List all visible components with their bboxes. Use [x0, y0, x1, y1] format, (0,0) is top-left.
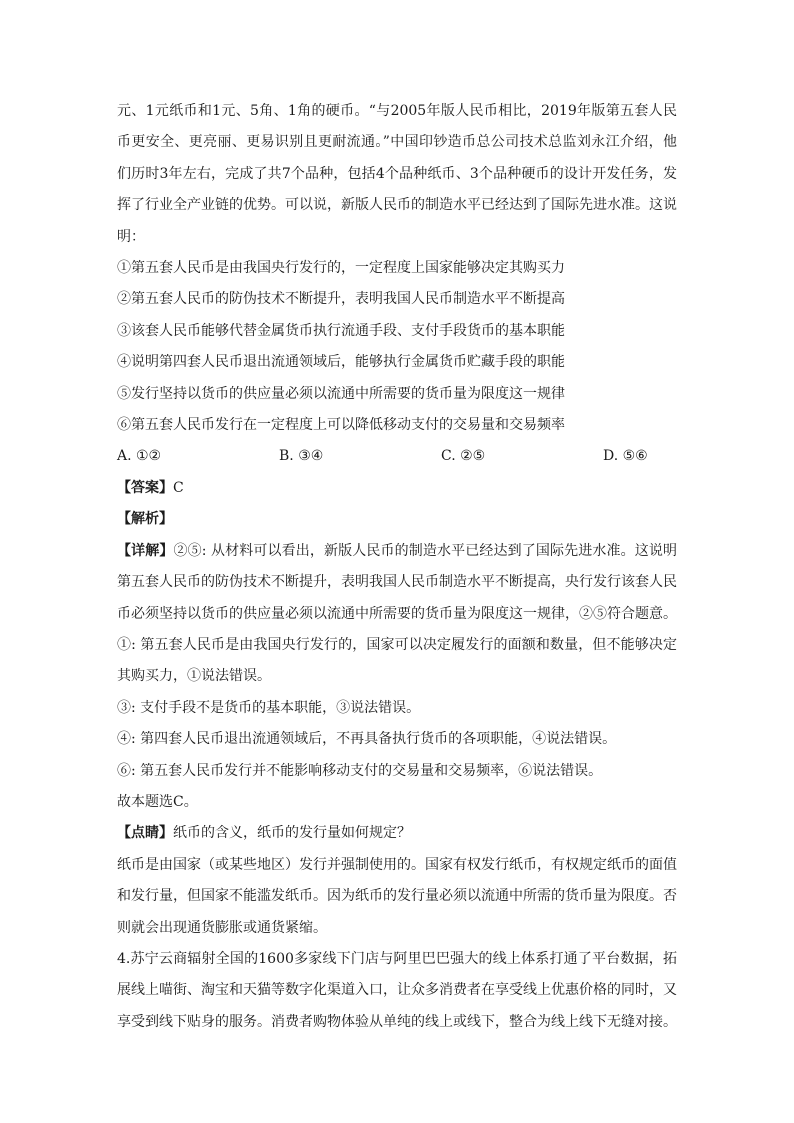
detail-paragraph [117, 536, 677, 630]
choice-c: C. ②⑤ [441, 448, 486, 465]
answer-value: C [173, 479, 184, 496]
explanation-4: ④: 第四套人民币退出流通领域后，不再具备执行货币的各项职能，④说法错误。 [117, 731, 617, 748]
explanation-6: ⑥: 第五套人民币发行并不能影响移动支付的交易量和交易频率，⑥说法错误。 [117, 762, 603, 779]
next-question: 4.苏宁云商辐射全国的1600多家线下门店与阿里巴巴强大的线上体系打通了平台数据，拓展线上喵街、淘宝和天猫等数字化渠道入口，让众多消费者在享受线上优惠价格的同时，又享受到线下贴身的服务。消费者购物体验从单纯的线上或线下，整合为线上线下无缝对接。 [117, 950, 677, 1030]
option-4: ④说明第四套人民币退出流通领域后，能够执行金属货币贮藏手段的职能 [117, 354, 565, 371]
detail-tag: 【详解】 [117, 542, 174, 559]
choice-a: A. ①② [117, 448, 162, 465]
answer-choices [117, 441, 677, 472]
explanation-1: ①: 第五套人民币是由我国央行发行的，国家可以决定履发行的面额和数量，但不能够决定其购买力，①说法错误。 [117, 636, 677, 685]
choice-d: D. ⑤⑥ [603, 448, 648, 465]
answer-line [117, 473, 677, 504]
choice-b: B. ③④ [279, 448, 324, 465]
analysis-line [117, 504, 677, 535]
document-content [117, 96, 677, 1038]
explanation-3: ③: 支付手段不是货币的基本职能，③说法错误。 [117, 699, 421, 716]
analysis-tag: 【解析】 [117, 511, 173, 528]
option-1: ①第五套人民币是由我国央行发行的，一定程度上国家能够决定其购买力 [117, 260, 565, 277]
option-6: ⑥第五套人民币发行在一定程度上可以降低移动支付的交易量和交易频率 [117, 417, 565, 434]
intro-paragraph: 元、1元纸币和1元、5角、1角的硬币。“与2005年版人民币相比，2019年版第五套人民币更安全、更亮丽、更易识别且更耐流通。”中国印钞造币总公司技术总监刘永江介绍，他们历时3年左右，完成了共7个品种，包括4个品种纸币、3个品种硬币的设计开发任务，发挥了行业全产业链的优势。可以说，新版人民币的制造水平已经达到了国际先进水准。这说明： [117, 103, 677, 245]
option-5: ⑤发行坚持以货币的供应量必须以流通中所需要的货币量为限度这一规律 [117, 385, 565, 402]
highlight-line [117, 818, 677, 849]
detail-text: ②⑤: 从材料可以看出，新版人民币的制造水平已经达到了国际先进水准。这说明第五套人民币的防伪技术不断提升，表明我国人民币制造水平不断提高，央行发行该套人民币必须坚持以货币的供应量必须以流通中所需要的货币量为限度这一规律，②⑤符合题意。 [117, 542, 677, 622]
highlight-paragraph: 纸币是由国家（或某些地区）发行并强制使用的。国家有权发行纸币，有权规定纸币的面值和发行量，但国家不能滥发纸币。因为纸币的发行量必须以流通中所需的货币量为限度。否则就会出现通货膨胀或通货紧缩。 [117, 856, 677, 936]
highlight-tag: 【点睛】 [117, 825, 173, 842]
highlight-text: 纸币的含义，纸币的发行量如何规定？ [173, 825, 411, 842]
option-2: ②第五套人民币的防伪技术不断提升，表明我国人民币制造水平不断提高 [117, 291, 565, 308]
option-3: ③该套人民币能够代替金属货币执行流通手段、支付手段货币的基本职能 [117, 322, 565, 339]
conclusion: 故本题选C。 [117, 793, 198, 810]
answer-tag: 【答案】 [117, 479, 173, 496]
